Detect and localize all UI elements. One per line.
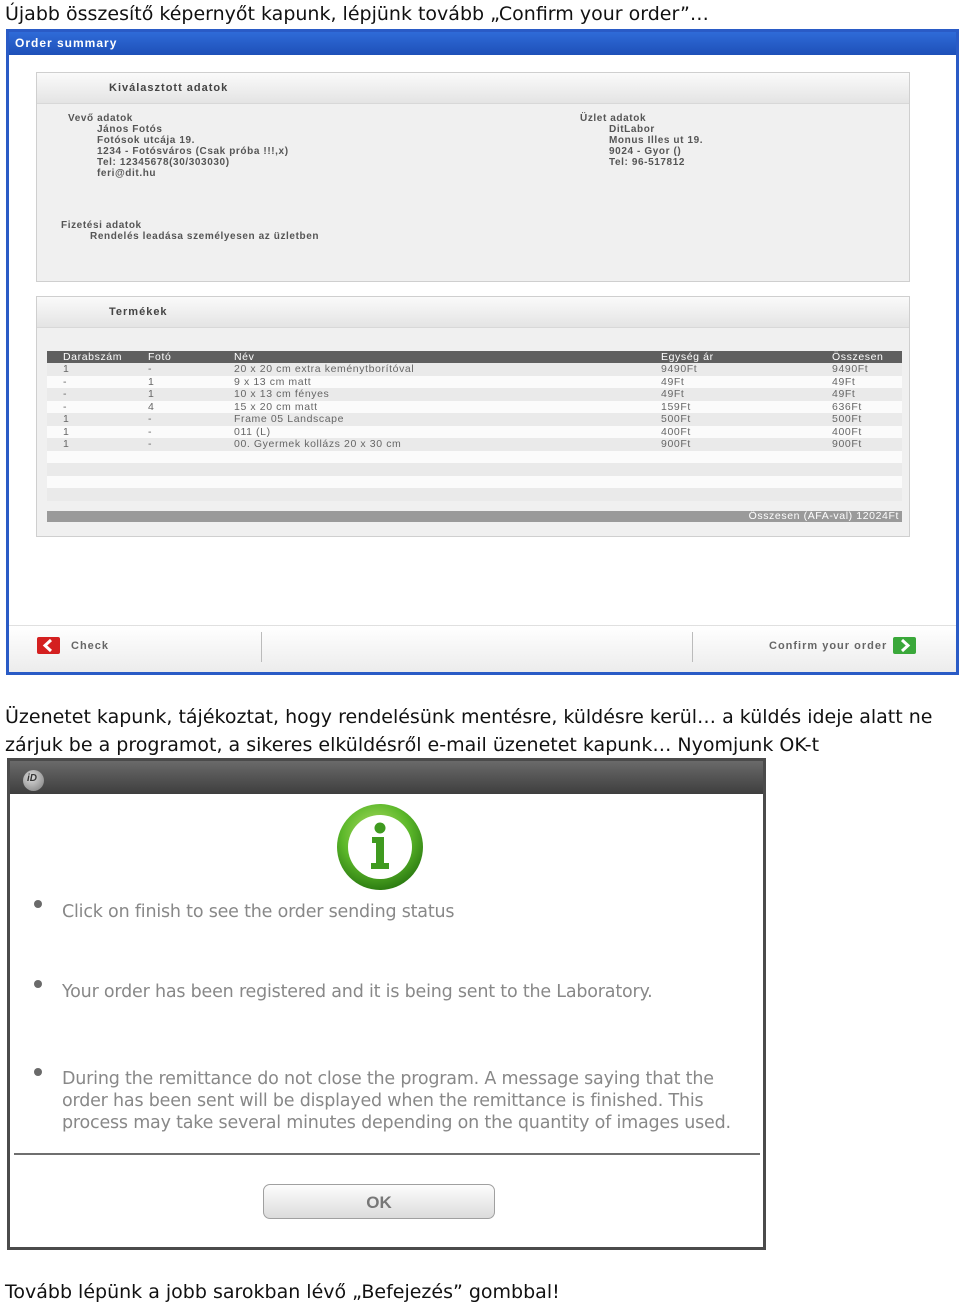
table-cell: 500Ft (661, 413, 691, 425)
table-cell: 400Ft (661, 425, 691, 438)
table-cell: 900Ft (661, 438, 691, 450)
bullet-icon (34, 1068, 42, 1076)
info-icon (336, 803, 424, 891)
check-button[interactable] (37, 636, 127, 656)
table-cell: 9 x 13 cm matt (234, 375, 312, 388)
table-row-empty (47, 488, 902, 501)
bullet-icon (34, 900, 42, 908)
table-cell: 500Ft (832, 413, 862, 425)
table-cell: 49Ft (661, 375, 685, 388)
table-cell: - (63, 388, 68, 400)
buyer-heading: Vevő adatok (68, 113, 133, 124)
footer-divider (692, 632, 693, 662)
payment-line: Rendelés leadása személyesen az üzletben (90, 231, 320, 242)
shop-line: 9024 - Gyor () (609, 146, 682, 157)
table-cell: 400Ft (832, 425, 862, 438)
table-cell: 159Ft (661, 400, 691, 413)
table-cell: 9490Ft (661, 363, 698, 375)
order-total: Összesen (ÁFA-val) 12024Ft (748, 510, 899, 522)
table-row-empty (47, 476, 902, 489)
table-cell: 49Ft (661, 388, 685, 400)
column-header: Egység ár (661, 351, 714, 363)
buyer-line: 1234 - Fotósváros (Csak próba !!!,x) (97, 146, 289, 157)
table-row (47, 388, 902, 401)
check-label: Check (71, 640, 110, 652)
message-remittance-line: During the remittance do not close the program. A message saying that the (62, 1069, 714, 1089)
table-cell: 1 (63, 438, 70, 450)
table-cell: 4 (148, 400, 155, 413)
table-row-empty (47, 451, 902, 464)
products-panel (36, 296, 910, 537)
table-cell: - (148, 413, 153, 425)
info-dialog (7, 758, 766, 1250)
shop-line: Tel: 96-517812 (609, 157, 686, 168)
table-header (47, 351, 902, 363)
buyer-line: feri@dit.hu (97, 168, 157, 179)
message-remittance-line: order has been sent will be displayed when the remittance is finished. This (62, 1091, 704, 1111)
back-arrow-icon (37, 637, 60, 654)
doc-mid-text-line2: zárjuk be a programot, a sikeres elküldésről e-mail üzenetet kapunk… Nyomjunk OK-t (5, 734, 820, 756)
table-cell: 636Ft (832, 400, 862, 413)
table-cell: - (148, 363, 153, 375)
table-row (47, 426, 902, 439)
ok-button[interactable]: OK (263, 1184, 495, 1219)
table-row-empty (47, 463, 902, 476)
column-header: Név (234, 351, 255, 363)
table-cell: - (148, 425, 153, 438)
doc-intro-text: Újabb összesítő képernyőt kapunk, lépjünk tovább „Confirm your order”… (5, 3, 709, 25)
products-table (47, 351, 902, 501)
table-body (47, 363, 902, 501)
table-row (47, 376, 902, 389)
message-remittance-line: process may take several minutes depending on the quantity of images used. (62, 1113, 731, 1133)
dialog-divider (14, 1153, 760, 1155)
column-header: Darabszám (63, 351, 123, 363)
shop-line: Monus Illes ut 19. (609, 135, 704, 146)
buyer-line: János Fotós (97, 124, 163, 135)
table-cell: - (63, 375, 68, 388)
panel-title: Termékek (37, 297, 909, 328)
confirm-order-button[interactable] (767, 636, 922, 656)
table-cell: 1 (63, 425, 70, 438)
forward-arrow-icon (893, 637, 916, 654)
table-cell: 1 (63, 413, 70, 425)
table-cell: 1 (63, 363, 70, 375)
window-footer (9, 625, 956, 672)
order-summary-window (6, 29, 959, 675)
table-cell: 9490Ft (832, 363, 869, 375)
table-cell: - (63, 400, 68, 413)
table-cell: 00. Gyermek kollázs 20 x 30 cm (234, 438, 402, 450)
payment-heading: Fizetési adatok (61, 220, 142, 231)
doc-outro-text: Tovább lépünk a jobb sarokban lévő „Befejezés” gombbal! (5, 1281, 560, 1303)
table-row (47, 363, 902, 376)
confirm-order-label: Confirm your order (769, 640, 888, 652)
message-finish: Click on finish to see the order sending status (62, 902, 455, 922)
table-cell: 1 (148, 375, 155, 388)
table-cell: 011 (L) (234, 425, 271, 438)
column-header: Fotó (148, 351, 172, 363)
column-header: Összesen (832, 351, 884, 363)
app-logo-icon (23, 770, 44, 791)
window-title: Order summary (9, 32, 956, 55)
shop-heading: Üzlet adatok (580, 113, 647, 124)
table-cell: 10 x 13 cm fényes (234, 388, 330, 400)
table-cell: Frame 05 Landscape (234, 413, 345, 425)
buyer-line: Tel: 12345678(30/303030) (97, 157, 230, 168)
footer-divider (261, 632, 262, 662)
selected-data-panel (36, 72, 910, 282)
table-cell: 900Ft (832, 438, 862, 450)
table-cell: 49Ft (832, 375, 856, 388)
shop-line: DitLabor (609, 124, 655, 135)
table-cell: 15 x 20 cm matt (234, 400, 318, 413)
dialog-title-bar (10, 761, 763, 794)
panel-title: Kiválasztott adatok (37, 73, 909, 104)
bullet-icon (34, 980, 42, 988)
table-cell: - (148, 438, 153, 450)
message-registered: Your order has been registered and it is being sent to the Laboratory. (62, 982, 653, 1002)
doc-mid-text-line1: Üzenetet kapunk, tájékoztat, hogy rendelésünk mentésre, küldésre kerül… a küldés ideje alatt ne (5, 706, 933, 728)
table-row (47, 413, 902, 426)
app-logo-text: iD (27, 773, 37, 784)
total-bar (47, 511, 902, 522)
table-row (47, 438, 902, 451)
table-row (47, 401, 902, 414)
table-cell: 49Ft (832, 388, 856, 400)
table-cell: 20 x 20 cm extra keménytborítóval (234, 363, 415, 375)
buyer-line: Fotósok utcája 19. (97, 135, 196, 146)
table-cell: 1 (148, 388, 155, 400)
